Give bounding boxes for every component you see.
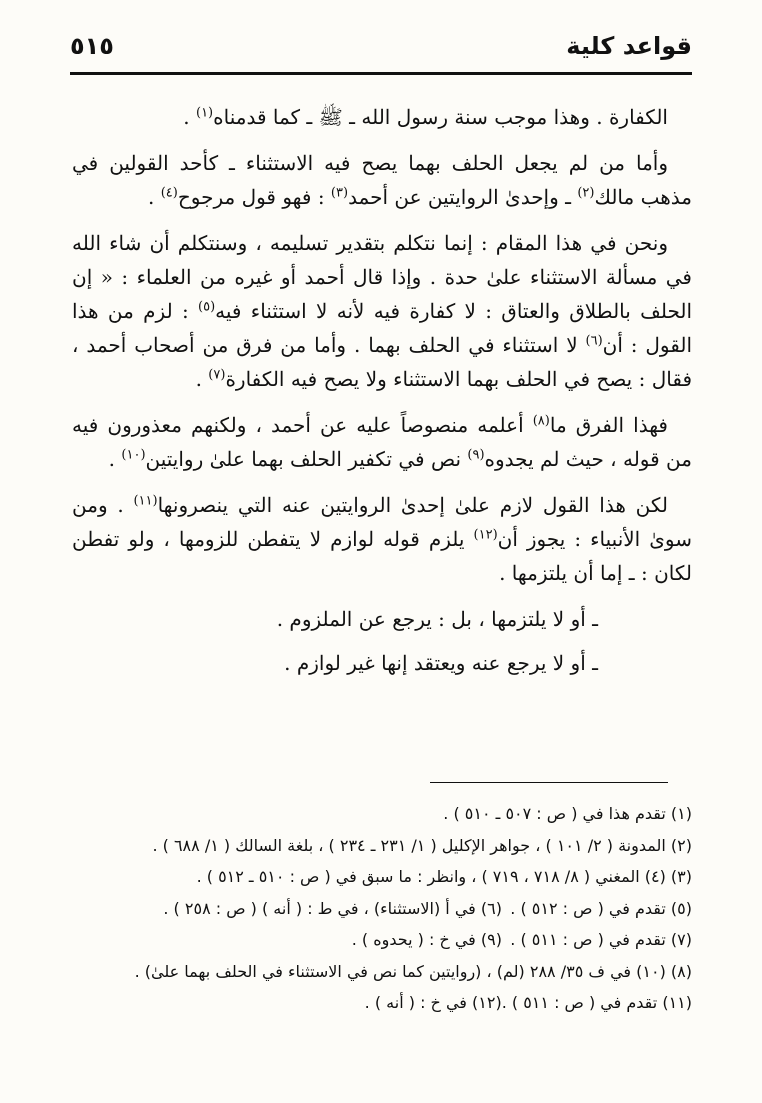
paragraph: فهذا الفرق ما$^{(٨)}$ أعلمه منصوصاً عليه عن أحمد ، ولكنهم معذورون فيه من قوله ، حيث لم يجدوه$^{(٩)}$ نص في تكفير الحلف بهما علىٰ روايتين$^{(١٠)}$ .: [72, 413, 692, 471]
footnote: (١) تقدم هذا في ( ص : ٥٠٧ ـ ٥١٠ ) .: [443, 804, 692, 823]
header-rule: [70, 72, 692, 75]
footnote-ref: (٨): [532, 413, 550, 429]
page-number: ٥١٥: [70, 32, 114, 60]
body-text: [72, 100, 692, 690]
footnote: (٧) تقدم في ( ص : ٥١١ ) .(٩) في خ : ( يحدوه ) .: [351, 930, 692, 949]
footnote-ref: (١٠): [121, 447, 146, 463]
footnote-ref: (١١): [133, 493, 158, 509]
footnote-ref: (٧): [208, 367, 226, 383]
paragraph: ونحن في هذا المقام : إنما نتكلم بتقدير تسليمه ، وسنتكلم أن شاء الله في مسألة الاستثناء علىٰ حدة . وإذا قال أحمد أو غيره من العلماء : « إن الحلف بالطلاق والعتاق : لا كفارة فيه لأنه لا استثناء فيه$^{(٥)}$ : لزم من هذا القول : أن$^{(٦)}$ لا استثناء في الحلف بهما . وأما من فرق من أصحاب أحمد ، فقال : يصح في الحلف بهما الاستثناء ولا يصح فيه الكفارة$^{(٧)}$ .: [72, 231, 693, 391]
paragraph: وأما من لم يجعل الحلف بهما يصح فيه الاستثناء ـ كأحد القولين في مذهب مالك$^{(٢)}$ ـ وإحدىٰ الروايتين عن أحمد$^{(٣)}$ : فهو قول مرجوح$^{(٤)}$ .: [72, 151, 692, 209]
footnote-ref: (٣): [330, 185, 349, 201]
footnote: (٣) (٤) المغني ( ٨/ ٧١٨ ، ٧١٩ ) ، وانظر : ما سبق في ( ص : ٥١٠ ـ ٥١٢ ) .: [196, 867, 692, 886]
running-header: [70, 30, 692, 66]
paragraph: لكن هذا القول لازم علىٰ إحدىٰ الروايتين عنه التي ينصرونها$^{(١١)}$ . ومن سوىٰ الأنبياء : يجوز أن$^{(١٢)}$ يلزم قوله لوازم لا يتفطن للزومها ، ولو تفطن لكان : ـ إما أن يلتزمها .: [72, 493, 692, 585]
footnote-ref: (٦): [585, 333, 603, 349]
list-item: ـ أو لا يلتزمها ، بل : يرجع عن الملزوم .: [276, 607, 598, 631]
running-title: قواعد كلية: [566, 32, 692, 60]
footnote-ref: (٤): [160, 185, 178, 201]
footnote-ref: (٩): [467, 447, 485, 463]
paragraph: الكفارة . وهذا موجب سنة رسول الله ـ ﷺ ـ كما قدمناه$^{(١)}$ .: [183, 105, 668, 129]
footnote-ref: (١): [195, 105, 214, 121]
footnote-separator: [430, 782, 668, 783]
footnotes: [72, 798, 692, 1019]
footnote-ref: (٥): [198, 299, 216, 315]
footnote: (٢) المدونة ( ٢/ ١٠١ ) ، جواهر الإكليل ( ١/ ٢٣١ ـ ٢٣٤ ) ، بلغة السالك ( ١/ ٦٨٨ ) .: [152, 835, 692, 855]
footnote: (١١) تقدم في ( ص : ٥١١ ) .(١٢) في خ : ( أنه ) .: [364, 993, 692, 1012]
footnote-ref: (١٢): [473, 527, 498, 543]
footnote-ref: (٢): [577, 185, 595, 201]
footnote: (٥) تقدم في ( ص : ٥١٢ ) .(٦) في أ (الاستثناء) ، في ط : ( أنه ) ( ص : ٢٥٨ ) .: [163, 898, 692, 918]
footnote: (٨) (١٠) في ف ٣٥/ ٢٨٨ (لم) ، (روايتين كما نص في الاستثناء في الحلف بهما علىٰ) .: [134, 961, 692, 981]
list-item: ـ أو لا يرجع عنه ويعتقد إنها غير لوازم .: [284, 651, 598, 675]
